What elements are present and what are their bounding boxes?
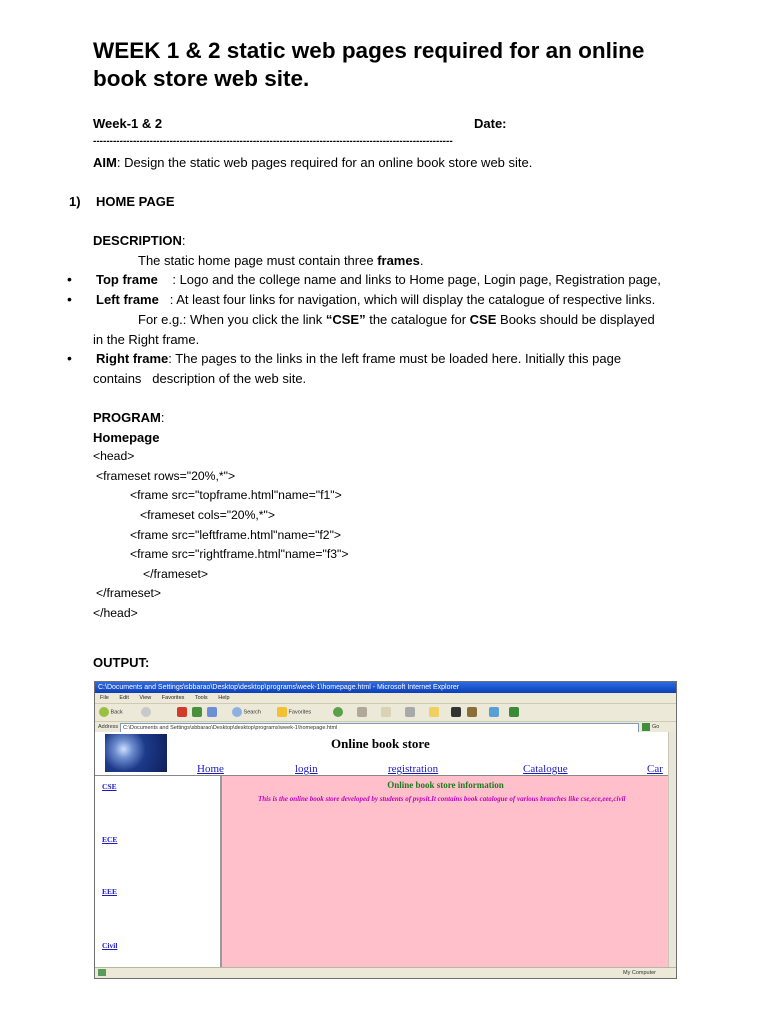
right-frame bbox=[222, 776, 669, 967]
bullet-icon: • bbox=[67, 350, 72, 366]
back-arrow-icon bbox=[99, 707, 109, 717]
example-pre: For e.g.: When you click the link bbox=[138, 312, 326, 327]
address-input[interactable]: C:\Documents and Settings\sbbarao\Desktop\desktop\programs\week-1\homepage.html bbox=[120, 723, 639, 733]
mail-button[interactable] bbox=[381, 707, 391, 718]
go-label[interactable]: Go bbox=[652, 724, 660, 730]
link-eee[interactable]: EEE bbox=[102, 887, 118, 896]
example-quote: “CSE” bbox=[325, 312, 366, 327]
link-ece[interactable]: ECE bbox=[102, 835, 118, 844]
browser-menu-bar bbox=[95, 693, 676, 704]
description-label: DESCRIPTION bbox=[93, 233, 182, 248]
example-mid: the catalogue for bbox=[365, 312, 470, 327]
status-zone: My Computer bbox=[623, 970, 657, 976]
section-number: 1) bbox=[69, 194, 81, 209]
code-line: <frameset cols="20%,*"> bbox=[140, 508, 275, 522]
section-title: HOME PAGE bbox=[96, 194, 175, 209]
search-label: Search bbox=[243, 709, 261, 716]
code-line: <frame src="rightframe.html"name="f3"> bbox=[130, 547, 349, 561]
code-line: </frameset> bbox=[96, 586, 162, 600]
menu-file[interactable]: File bbox=[100, 695, 109, 701]
description-text bbox=[138, 251, 423, 270]
link-cse[interactable]: CSE bbox=[102, 782, 117, 791]
refresh-button[interactable] bbox=[192, 707, 202, 718]
menu-favorites[interactable]: Favorites bbox=[161, 695, 185, 701]
output-label: OUTPUT: bbox=[93, 655, 150, 670]
description-colon: : bbox=[181, 233, 186, 248]
back-button[interactable] bbox=[99, 707, 123, 718]
favorites-button[interactable] bbox=[277, 707, 311, 718]
nav-registration-link[interactable]: registration bbox=[388, 763, 439, 775]
left-frame-text: : At least four links for navigation, which will display the catalogue of respective links. bbox=[169, 292, 656, 307]
aim-line bbox=[93, 153, 532, 172]
mail-icon bbox=[381, 707, 391, 717]
left-frame-item bbox=[96, 290, 676, 309]
code-line: </frameset> bbox=[143, 567, 209, 581]
right-frame-text: This is the online book store developed by students of pvpsit.It contains book catalogue of various branches like cse,ece,eee,civil bbox=[258, 795, 626, 803]
separator-rule: ------------------------------------------------------------------------------------------------------------ bbox=[93, 136, 453, 147]
nav-catalogue-link[interactable]: Catalogue bbox=[523, 763, 568, 775]
right-frame-label: Right frame bbox=[96, 351, 169, 366]
folder-button[interactable] bbox=[429, 707, 439, 718]
media-icon bbox=[333, 707, 343, 717]
document-title: WEEK 1 & 2 static web pages required for an online book store web site. bbox=[93, 38, 645, 91]
print-button[interactable] bbox=[405, 707, 415, 718]
media-button[interactable] bbox=[333, 707, 343, 718]
logo-image bbox=[105, 734, 167, 772]
aim-label: AIM bbox=[93, 155, 117, 170]
description-text-bold: frames bbox=[377, 253, 420, 268]
date-label: Date: bbox=[474, 116, 507, 131]
description-text-pre: The static home page must contain three bbox=[138, 253, 378, 268]
stop-button[interactable] bbox=[177, 707, 187, 718]
right-frame-line-2: contains description of the web site. bbox=[93, 371, 307, 386]
forward-arrow-icon bbox=[141, 707, 151, 717]
research-icon bbox=[489, 707, 499, 717]
menu-tools[interactable]: Tools bbox=[194, 695, 208, 701]
browser-screenshot bbox=[94, 681, 677, 979]
star-icon bbox=[277, 707, 287, 717]
stop-icon bbox=[177, 707, 187, 717]
left-frame bbox=[95, 776, 222, 967]
homepage-label: Homepage bbox=[93, 430, 160, 445]
menu-edit[interactable]: Edit bbox=[119, 695, 129, 701]
address-label: Address bbox=[98, 724, 119, 730]
history-icon bbox=[357, 707, 367, 717]
right-frame-heading: Online book store information bbox=[387, 780, 504, 790]
aim-text: : Design the static web pages required for an online book store web site. bbox=[116, 155, 533, 170]
code-line: </head> bbox=[93, 606, 138, 620]
status-bar bbox=[95, 967, 676, 978]
code-line: <frameset rows="20%,*"> bbox=[96, 469, 236, 483]
refresh-icon bbox=[192, 707, 202, 717]
site-title: Online book store bbox=[331, 736, 430, 751]
favorites-label: Favorites bbox=[288, 709, 312, 716]
print-icon bbox=[405, 707, 415, 717]
nav-home-link[interactable]: Home bbox=[197, 763, 224, 775]
top-frame bbox=[95, 732, 669, 776]
top-frame-text: : Logo and the college name and links to Home page, Login page, Registration page, bbox=[172, 272, 661, 287]
menu-help[interactable]: Help bbox=[218, 695, 230, 701]
program-heading bbox=[93, 408, 165, 427]
messenger-icon bbox=[451, 707, 461, 717]
program-label: PROGRAM bbox=[93, 410, 161, 425]
week-label: Week-1 & 2 bbox=[93, 116, 163, 131]
go-arrow-icon[interactable] bbox=[642, 723, 650, 731]
discuss-icon bbox=[467, 707, 477, 717]
menu-view[interactable]: View bbox=[139, 695, 152, 701]
right-frame-text: : The pages to the links in the left frame must be loaded here. Initially this page bbox=[168, 351, 622, 366]
browser-content bbox=[95, 732, 669, 967]
example-line bbox=[138, 310, 655, 329]
code-line: <frame src="topframe.html"name="f1"> bbox=[130, 488, 342, 502]
top-frame-label: Top frame bbox=[96, 272, 158, 287]
nav-login-link[interactable]: login bbox=[295, 763, 318, 775]
home-button[interactable] bbox=[207, 707, 217, 718]
folder-icon bbox=[429, 707, 439, 717]
history-button[interactable] bbox=[357, 707, 367, 718]
bullet-icon: • bbox=[67, 271, 72, 287]
browser-toolbar bbox=[95, 704, 676, 722]
bullet-icon: • bbox=[67, 291, 72, 307]
discuss-button[interactable] bbox=[467, 707, 477, 718]
search-button[interactable] bbox=[232, 707, 261, 718]
top-frame-item bbox=[96, 270, 676, 289]
example-cse: CSE bbox=[469, 312, 497, 327]
link-civil[interactable]: Civil bbox=[102, 941, 118, 950]
back-label: Back bbox=[110, 709, 123, 716]
left-frame-label: Left frame bbox=[96, 292, 159, 307]
nav-cart-link[interactable]: Car bbox=[647, 763, 663, 775]
example-line-2: in the Right frame. bbox=[93, 332, 200, 347]
browser-title-bar: C:\Documents and Settings\sbbarao\Desktop\desktop\programs\week-1\homepage.html - Microsoft Internet Explorer bbox=[95, 682, 676, 693]
home-icon bbox=[207, 707, 217, 717]
code-line: <head> bbox=[93, 449, 135, 463]
forward-button[interactable] bbox=[141, 707, 151, 718]
description-heading bbox=[93, 231, 185, 250]
messenger-button[interactable] bbox=[451, 707, 461, 718]
vertical-scrollbar[interactable] bbox=[668, 732, 676, 967]
example-post: Books should be displayed bbox=[496, 312, 655, 327]
description-text-post: . bbox=[419, 253, 424, 268]
extra-icon bbox=[509, 707, 519, 717]
page-done-icon bbox=[98, 969, 106, 976]
right-frame-item bbox=[96, 349, 676, 368]
code-line: <frame src="leftframe.html"name="f2"> bbox=[130, 528, 342, 542]
extra-button[interactable] bbox=[509, 707, 519, 718]
search-icon bbox=[232, 707, 242, 717]
program-colon: : bbox=[160, 410, 165, 425]
research-button[interactable] bbox=[489, 707, 499, 718]
